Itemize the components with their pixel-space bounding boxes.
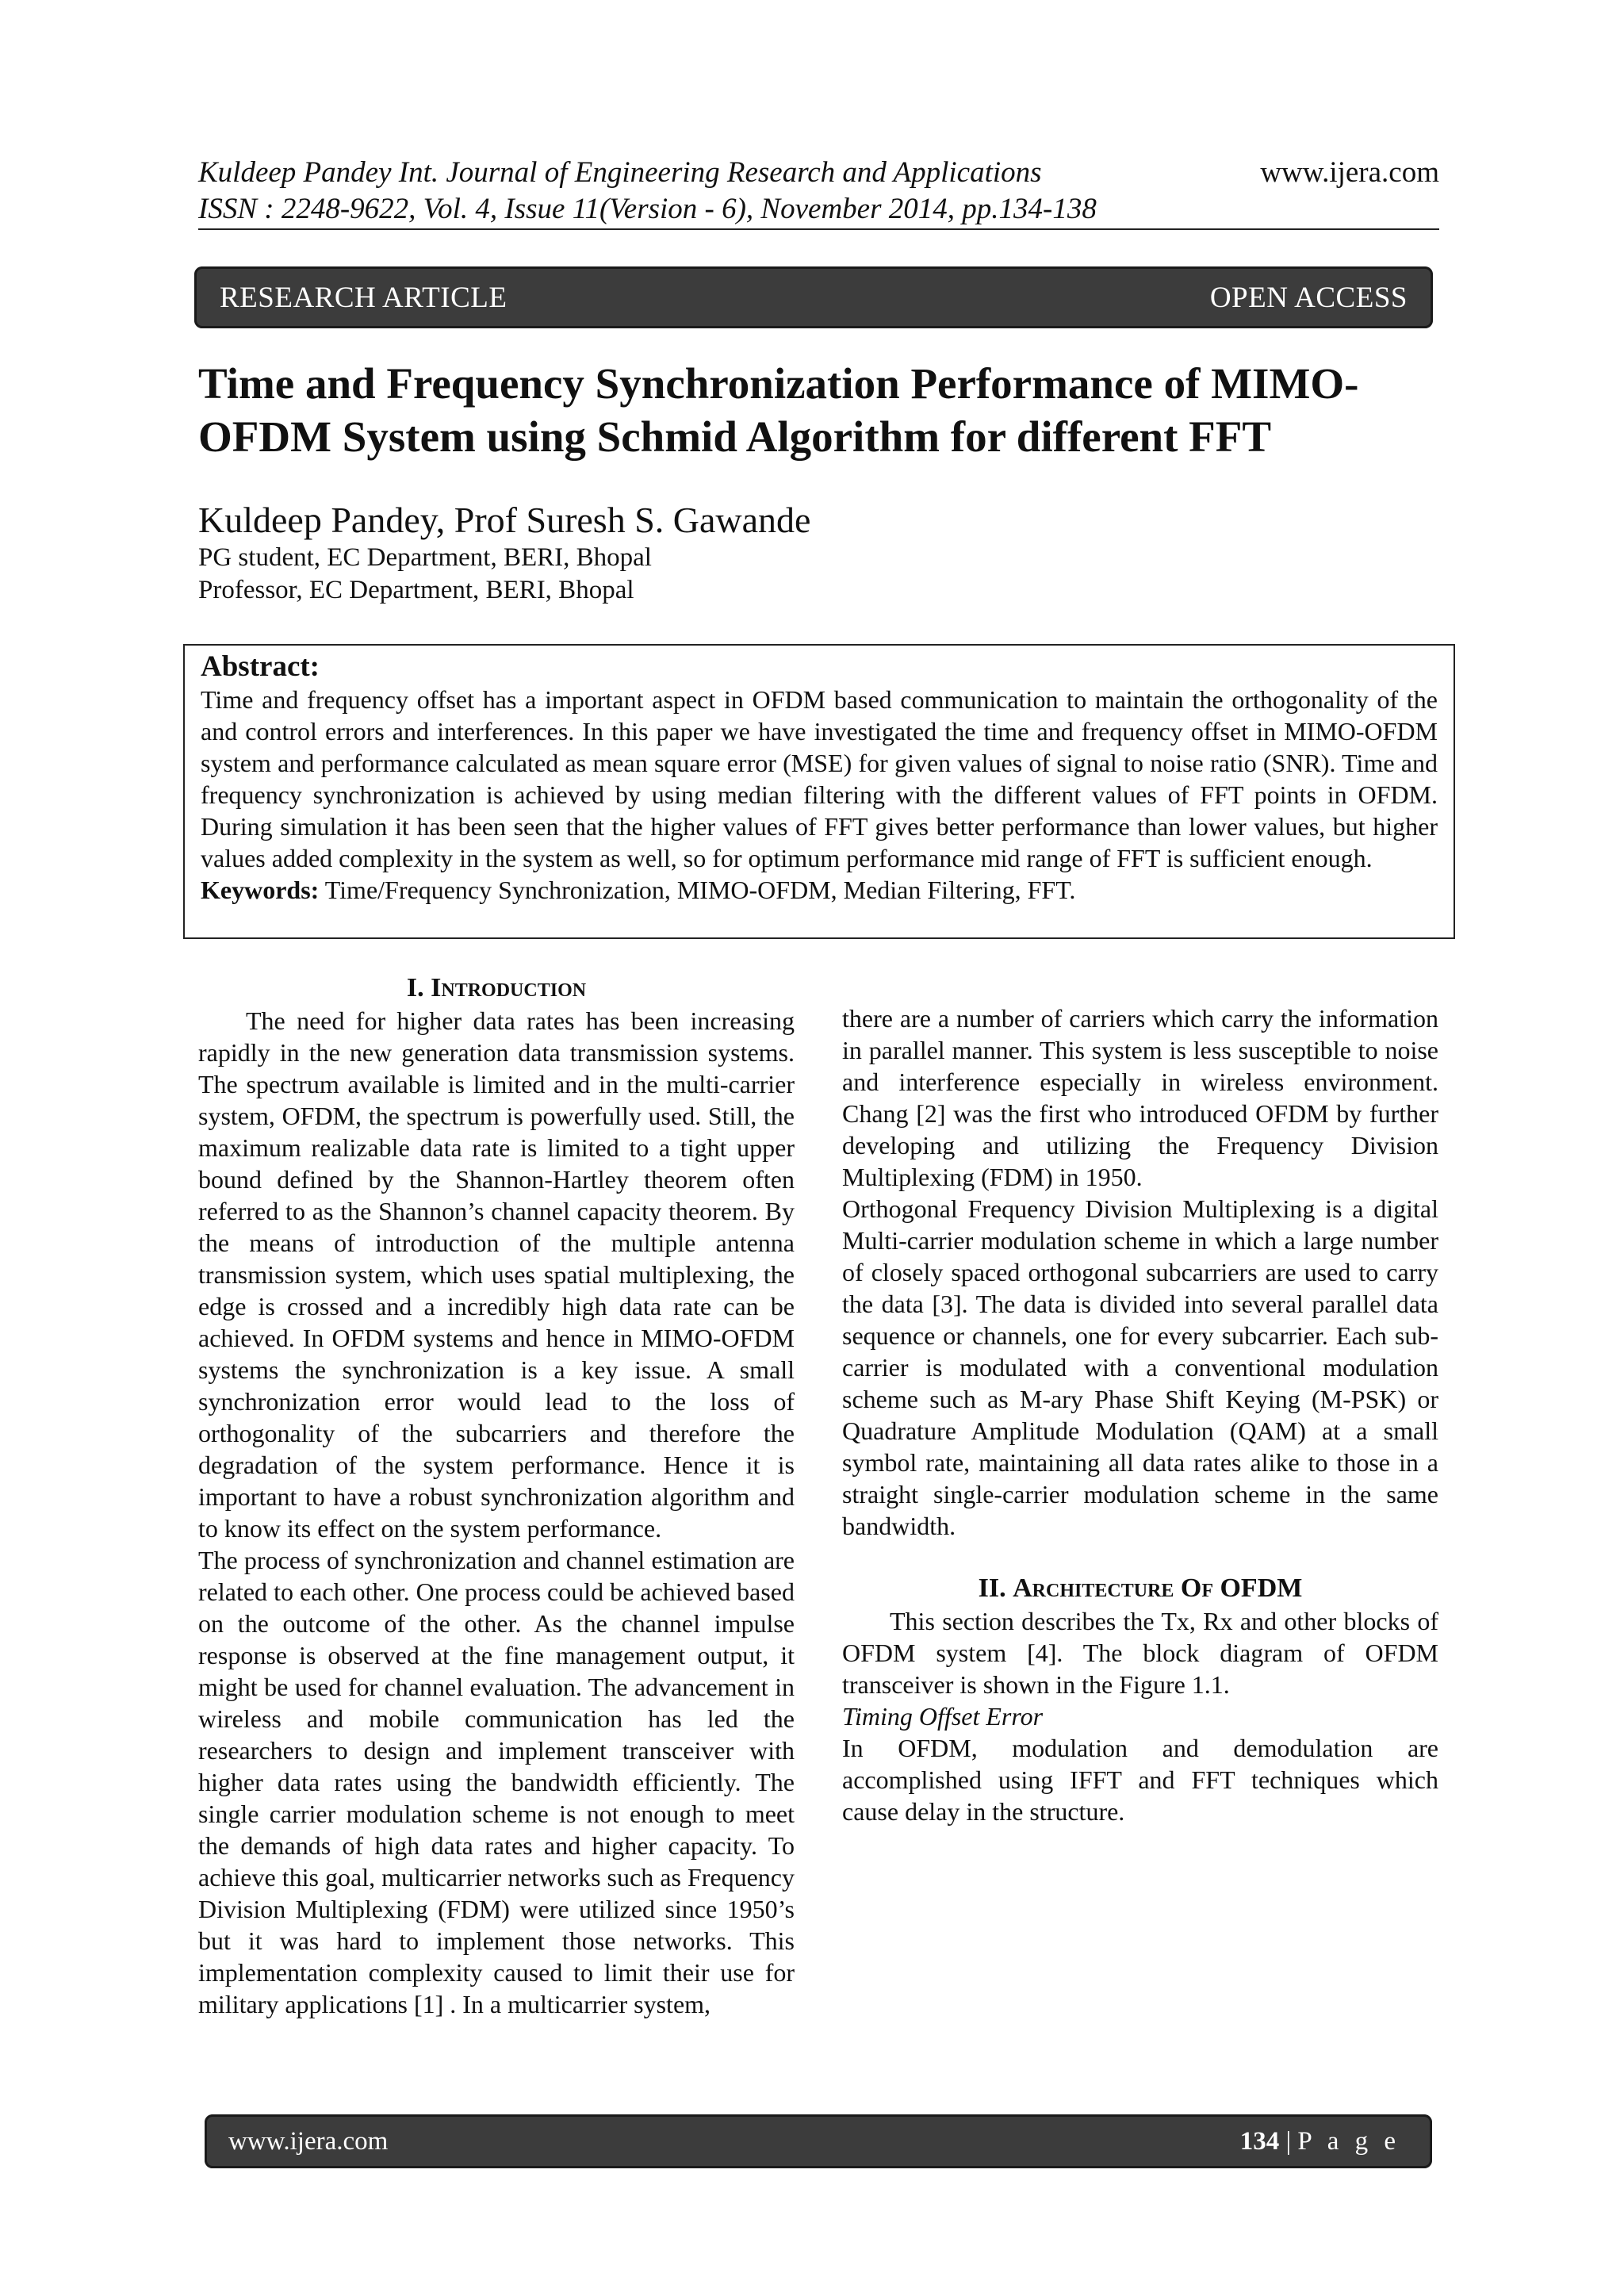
affiliation-1: PG student, EC Department, BERI, Bhopal [198, 543, 652, 572]
affiliation-2: Professor, EC Department, BERI, Bhopal [198, 576, 634, 604]
footer-page-info [1240, 2127, 1400, 2156]
paper-title: Time and Frequency Synchronization Performance of MIMO-OFDM System using Schmid Algorithm for different FFT [198, 359, 1359, 461]
page-label: P a g e [1297, 2126, 1400, 2156]
abstract-text: Time and frequency offset has a important aspect in OFDM based communication to maintain the orthogonality of the and control errors and interferences. In this paper we have investigated the time and frequency offset in MIMO-OFDM system and performance calculated as mean square error (MSE) for given values of signal to noise ratio (SNR). Time and frequency synchronization is achieved by using median filtering with the different values of FFT points in OFDM. During simulation it has been seen that the higher values of FFT gives better performance than lower values, but higher values added complexity in the system as well, so for optimum performance mid range of FFT is sufficient enough. [201, 685, 1438, 872]
abstract-heading: Abstract: [201, 650, 320, 683]
keywords-text: Time/Frequency Synchronization, MIMO-OFDM, Median Filtering, FFT. [324, 876, 1076, 904]
issn-line: ISSN : 2248-9622, Vol. 4, Issue 11(Version - 6), November 2014, pp.134-138 [198, 193, 1097, 225]
article-type-banner [194, 266, 1433, 328]
intro-paragraph-2: The process of synchronization and channel estimation are related to each other. One process could be achieved based on the outcome of the other. As the channel impulse response is observed at the fine management output, it might be used for channel evaluation. The advancement in wireless and mobile communication has led the researchers to design and implement transceiver with higher data rates using the bandwidth efficiently. The single carrier modulation scheme is not enough to meet the demands of high data rates and higher capacity. To achieve this goal, multicarrier networks such as Frequency Division Multiplexing (FDM) were utilized since 1950’s but it was hard to implement those networks. This implementation complexity caused to limit their use for military applications [1] . In a multicarrier system, [198, 1546, 795, 2018]
intro-paragraph-1: The need for higher data rates has been increasing rapidly in the new generation data transmission systems. The spectrum available is limited and in the multi-carrier system, OFDM, the spectrum is powerfully used. Still, the maximum realizable data rate is limited to a tight upper bound defined by the Shannon-Hartley theorem often referred to as the Shannon’s channel capacity theorem. By the means of introduction of the multiple antenna transmission system, which uses spatial multiplexing, the edge is crossed and a incredibly high data rate can be achieved. In OFDM systems and hence in MIMO-OFDM systems the synchronization is a key issue. A small synchronization error would lead to the loss of orthogonality of the subcarriers and therefore the degradation of the system performance. Hence it is important to have a robust synchronization algorithm and to know its effect on the system performance. [198, 1006, 795, 1543]
access-label: OPEN ACCESS [1209, 281, 1408, 314]
article-type-label: RESEARCH ARTICLE [220, 281, 508, 314]
intro-paragraph-3: there are a number of carriers which carry the information in parallel manner. This system is less susceptible to noise and interference especially in wireless environment. Chang [2] was the first who introduced OFDM by further developing and utilizing the Frequency Division Multiplexing (FDM) in 1950. [842, 1004, 1438, 1191]
page-separator: | [1285, 2126, 1292, 2156]
running-header [198, 155, 1439, 228]
header-divider [198, 228, 1439, 230]
section-title: Architecture Of OFDM [1013, 1573, 1303, 1603]
arch-paragraph-1: This section describes the Tx, Rx and other blocks of OFDM system [4]. The block diagram of OFDM transceiver is shown in the Figure 1.1. [842, 1607, 1438, 1699]
page-footer [205, 2114, 1432, 2168]
arch-paragraph-2: In OFDM, modulation and demodulation are accomplished using IFFT and FFT techniques which cause delay in the structure. [842, 1734, 1438, 1826]
author-list: Kuldeep Pandey, Prof Suresh S. Gawande [198, 500, 811, 540]
journal-website: www.ijera.com [1260, 156, 1439, 189]
left-column [198, 972, 795, 2020]
section-heading-architecture [842, 1572, 1438, 1605]
subsection-heading-timing-offset: Timing Offset Error [842, 1702, 1044, 1731]
keywords-label: Keywords: [201, 876, 320, 904]
section-title: Introduction [431, 973, 587, 1002]
keywords-line [201, 874, 1438, 906]
page-number: 134 [1239, 2126, 1280, 2156]
section-heading-introduction [198, 972, 795, 1005]
intro-paragraph-4: Orthogonal Frequency Division Multiplexing is a digital Multi-carrier modulation scheme in which a large number of closely spaced orthogonal subcarriers are used to carry the data [3]. The data is divided into several parallel data sequence or channels, one for every subcarrier. Each sub-carrier is modulated with a conventional modulation scheme such as M-ary Phase Shift Keying (M-PSK) or Quadrature Amplitude Modulation (QAM) at a small symbol rate, maintaining all data rates alike to those in a straight single-carrier modulation scheme in the same bandwidth. [842, 1194, 1438, 1540]
right-column [842, 1002, 1438, 1827]
section-number: II. [978, 1573, 1006, 1603]
section-number: I. [406, 973, 424, 1002]
footer-website: www.ijera.com [228, 2126, 389, 2156]
journal-citation: Kuldeep Pandey Int. Journal of Engineering Research and Applications [198, 156, 1042, 189]
abstract-box [183, 644, 1455, 939]
